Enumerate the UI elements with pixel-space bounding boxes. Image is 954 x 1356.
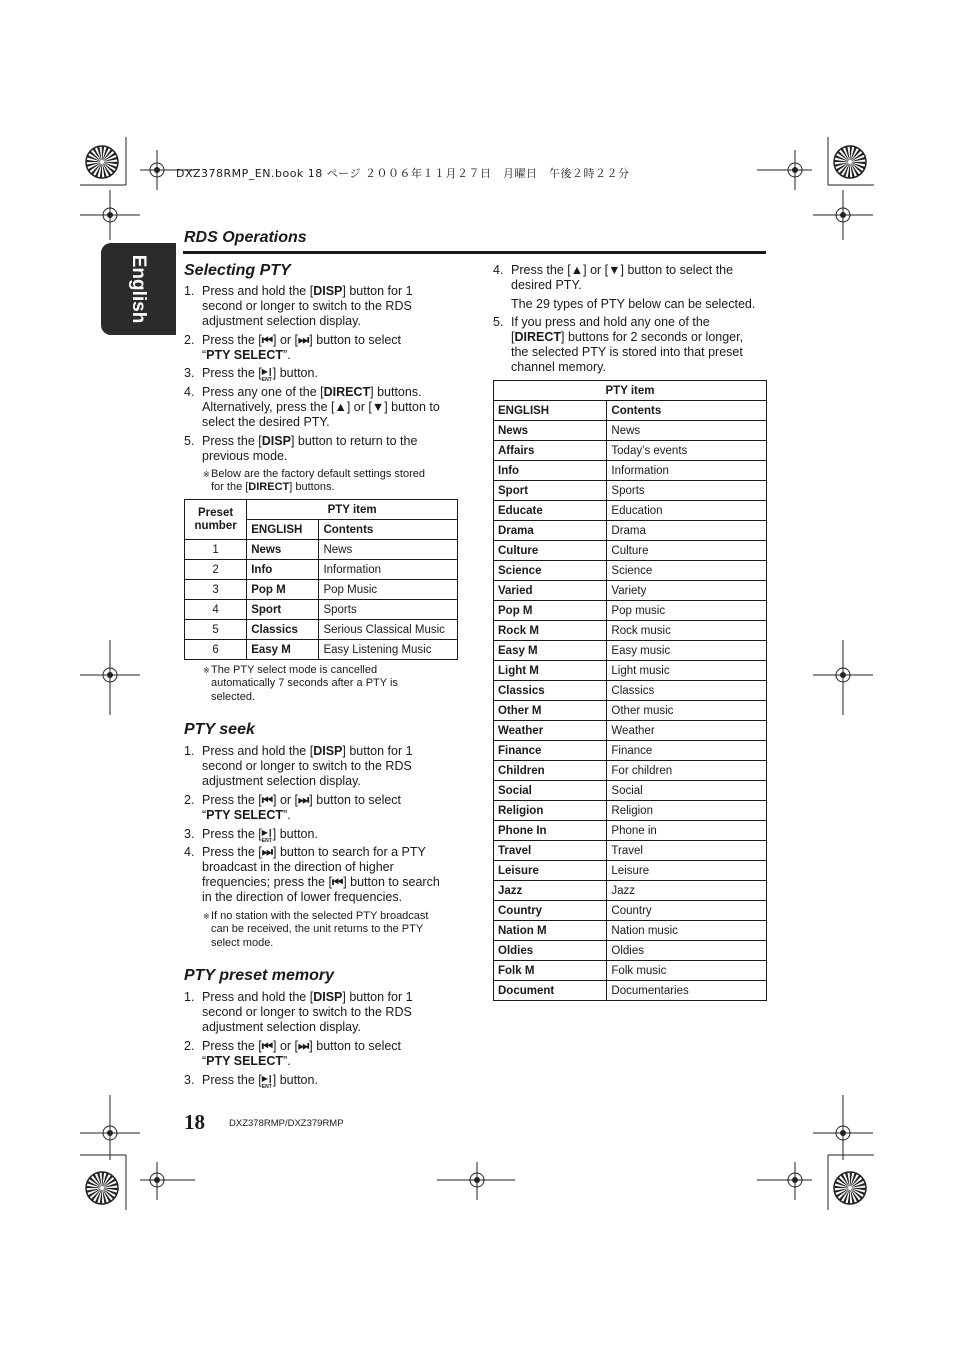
sel-step-4 <box>184 385 464 430</box>
pty-english: Drama <box>494 521 607 541</box>
direct-key: DIRECT <box>514 330 562 344</box>
preset-number-header: Preset number <box>185 500 247 540</box>
table-row <box>185 560 458 580</box>
prev-track-icon: ⏮ <box>261 333 274 347</box>
pty-english: Pop M <box>494 601 607 621</box>
pty-item-header: PTY item <box>247 500 458 520</box>
text: ] button. <box>272 366 318 380</box>
pty-english: News <box>247 540 319 560</box>
note-cancel <box>203 664 463 706</box>
note-symbol-icon: ※ <box>203 912 210 921</box>
pty-contents: Social <box>607 781 767 801</box>
heading-selecting-pty: Selecting PTY <box>184 262 291 279</box>
pty-english: Finance <box>494 741 607 761</box>
step-text <box>511 263 733 293</box>
text: ] button for 1 second or longer to switch to the RDS adjustment selection display. <box>202 744 413 788</box>
table-row <box>494 701 767 721</box>
pty-contents: For children <box>607 761 767 781</box>
text: ] button to select <box>309 793 402 807</box>
text: ] button. <box>272 1073 318 1087</box>
next-track-icon: ⏭ <box>298 1039 310 1053</box>
pty-contents: Education <box>607 501 767 521</box>
disp-key: DISP <box>313 284 343 298</box>
step-number: 5. <box>493 315 504 329</box>
pty-contents: Finance <box>607 741 767 761</box>
seek-step-4 <box>184 845 464 905</box>
mem-step-1 <box>184 990 464 1035</box>
pty-contents: Other music <box>607 701 767 721</box>
step-number: 4. <box>184 385 195 399</box>
pty-english: Varied <box>494 581 607 601</box>
heading-pty-seek: PTY seek <box>184 721 255 738</box>
text: [ <box>511 330 515 344</box>
model-number: DXZ378RMP/DXZ379RMP <box>229 1118 344 1129</box>
text: ] button to search for a PTY <box>273 845 426 859</box>
table-row <box>494 881 767 901</box>
pty-contents: Nation music <box>607 921 767 941</box>
pty-english: Folk M <box>494 961 607 981</box>
sel-step-5 <box>184 434 464 464</box>
pty-contents: Light music <box>607 661 767 681</box>
step-text <box>202 990 413 1035</box>
text: ] buttons for 2 seconds or longer, the selected PTY is stored into that preset channel memory. <box>511 330 744 374</box>
note-symbol-icon: ※ <box>203 666 210 675</box>
step-text <box>202 434 417 464</box>
pty-contents: Pop music <box>607 601 767 621</box>
text: Press the [ <box>202 845 262 859</box>
pty-contents: Easy music <box>607 641 767 661</box>
play-pause-enter-icon <box>262 1073 273 1086</box>
pty-contents: Weather <box>607 721 767 741</box>
pty-contents: Science <box>607 561 767 581</box>
right-step-5 <box>493 315 773 375</box>
text: ] or [ <box>273 333 299 347</box>
text: Press the [ <box>202 333 262 347</box>
table-row <box>494 981 767 1001</box>
pty-types-table <box>493 380 767 1001</box>
table-row <box>494 941 767 961</box>
english-header: ENGLISH <box>247 520 319 540</box>
text: ] button to select <box>309 333 402 347</box>
heading-pty-preset-memory: PTY preset memory <box>184 967 334 984</box>
pty-contents: Country <box>607 901 767 921</box>
text: ] button to search <box>343 875 440 889</box>
down-arrow-icon: ▼ <box>608 263 621 277</box>
mem-step-2 <box>184 1039 464 1069</box>
language-tab-label: English <box>128 254 149 324</box>
table-row <box>494 521 767 541</box>
pty-english: Phone In <box>494 821 607 841</box>
table-row <box>494 441 767 461</box>
text: “ <box>202 808 207 822</box>
seek-step-1 <box>184 744 464 789</box>
text: If you press and hold any one of the <box>511 315 710 329</box>
text: “ <box>202 1054 207 1068</box>
seek-step-2 <box>184 793 464 823</box>
step-text <box>202 366 318 381</box>
table-row <box>494 541 767 561</box>
text: in the direction of lower frequencies. <box>202 890 403 904</box>
up-arrow-icon: ▲ <box>334 400 347 414</box>
step-text <box>202 284 413 329</box>
language-tab <box>101 243 176 335</box>
table-row <box>494 581 767 601</box>
pty-english: Info <box>247 560 319 580</box>
section-title: RDS Operations <box>184 229 307 246</box>
pty-contents: Drama <box>607 521 767 541</box>
table-row <box>185 620 458 640</box>
note-symbol-icon: ※ <box>203 470 210 479</box>
step-number: 2. <box>184 793 195 807</box>
sel-step-3 <box>184 366 464 381</box>
play-pause-enter-icon <box>262 366 273 379</box>
step-number: 1. <box>184 284 195 298</box>
table-row <box>185 540 458 560</box>
note-text: The PTY select mode is cancelled automatically 7 seconds after a PTY is selected. <box>211 664 398 703</box>
table-row <box>494 461 767 481</box>
step-number: 4. <box>184 845 195 859</box>
text: Press and hold the [ <box>202 990 314 1004</box>
pty-contents: Phone in <box>607 821 767 841</box>
text: ] or [ <box>273 1039 299 1053</box>
step-text <box>202 1039 401 1069</box>
text: desired PTY. <box>511 278 582 292</box>
right-step-4 <box>493 263 773 293</box>
preset-number: 6 <box>185 640 247 660</box>
pty-english: Other M <box>494 701 607 721</box>
up-arrow-icon: ▲ <box>570 263 584 277</box>
prev-track-icon: ⏮ <box>261 793 274 807</box>
text: ] button for 1 second or longer to switch to the RDS adjustment selection display. <box>202 990 413 1034</box>
preset-number: 3 <box>185 580 247 600</box>
preset-table <box>184 499 458 660</box>
table-row <box>494 561 767 581</box>
pty-contents: Folk music <box>607 961 767 981</box>
text: ”. <box>283 348 291 362</box>
text: Press the [ <box>202 793 262 807</box>
pty-contents: Oldies <box>607 941 767 961</box>
section-rule <box>183 251 766 254</box>
text: ] button for 1 second or longer to switch to the RDS adjustment selection display. <box>202 284 413 328</box>
pty-contents: Today’s events <box>607 441 767 461</box>
step-number: 3. <box>184 366 195 380</box>
step-text <box>202 744 413 789</box>
step-text <box>202 845 440 905</box>
table-row <box>185 640 458 660</box>
pty-contents: Serious Classical Music <box>319 620 458 640</box>
pty-contents: News <box>607 421 767 441</box>
pty-contents: Leisure <box>607 861 767 881</box>
down-arrow-icon: ▼ <box>371 400 385 414</box>
table-row <box>494 901 767 921</box>
pty-english: Jazz <box>494 881 607 901</box>
table-row <box>494 921 767 941</box>
pty-contents: Information <box>319 560 458 580</box>
pty-english: Rock M <box>494 621 607 641</box>
pty-english: Leisure <box>494 861 607 881</box>
pty-english: Easy M <box>494 641 607 661</box>
text: Press the [ <box>202 434 262 448</box>
file-header: DXZ378RMP_EN.book 18 ページ ２００６年１１月２７日 月曜日 午後２時２２分 <box>176 167 630 180</box>
pty-english: Pop M <box>247 580 319 600</box>
pty-english: Affairs <box>494 441 607 461</box>
table-row <box>494 781 767 801</box>
pty-english: Culture <box>494 541 607 561</box>
pty-contents: Jazz <box>607 881 767 901</box>
table-row <box>494 741 767 761</box>
table-row <box>494 641 767 661</box>
pty-item-header: PTY item <box>494 381 767 401</box>
pty-english: Classics <box>247 620 319 640</box>
pty-english: Classics <box>494 681 607 701</box>
disp-key: DISP <box>313 744 343 758</box>
preset-number: 1 <box>185 540 247 560</box>
table-row <box>494 861 767 881</box>
table-row <box>494 621 767 641</box>
table-row <box>494 761 767 781</box>
text: ] button to <box>384 400 440 414</box>
disp-key: DISP <box>313 990 343 1004</box>
prev-track-icon: ⏮ <box>331 875 344 889</box>
pty-english: Sport <box>247 600 319 620</box>
table-row <box>494 961 767 981</box>
table-row <box>494 681 767 701</box>
table-row <box>494 801 767 821</box>
text: Press the [ <box>202 1073 262 1087</box>
preset-number: 4 <box>185 600 247 620</box>
english-header: ENGLISH <box>494 401 607 421</box>
pty-contents: Rock music <box>607 621 767 641</box>
table-row <box>494 821 767 841</box>
text: “ <box>202 348 207 362</box>
pty-english: Science <box>494 561 607 581</box>
pty-contents: Pop Music <box>319 580 458 600</box>
table-row <box>494 841 767 861</box>
pty-types-paragraph: The 29 types of PTY below can be selected. <box>511 297 756 311</box>
text: Press the [ <box>202 1039 262 1053</box>
mem-step-3 <box>184 1073 464 1088</box>
step-text <box>202 793 401 823</box>
text: Press and hold the [ <box>202 284 314 298</box>
note-text <box>211 468 425 495</box>
step-number: 2. <box>184 1039 195 1053</box>
table-row <box>494 661 767 681</box>
step-text <box>202 827 318 842</box>
text: frequencies; press the [ <box>202 875 332 889</box>
pty-english: Travel <box>494 841 607 861</box>
text: ] buttons. <box>370 385 422 399</box>
pty-english: Oldies <box>494 941 607 961</box>
pty-english: News <box>494 421 607 441</box>
text: select the desired PTY. <box>202 415 330 429</box>
text: ] or [ <box>346 400 372 414</box>
preset-number: 5 <box>185 620 247 640</box>
table-row <box>494 721 767 741</box>
text: ] or [ <box>273 793 299 807</box>
note-no-station <box>203 910 463 952</box>
step-text <box>511 315 743 375</box>
step-number: 5. <box>184 434 195 448</box>
step-number: 3. <box>184 827 195 841</box>
text: ] button to select the <box>620 263 734 277</box>
pty-english: Sport <box>494 481 607 501</box>
disp-key: DISP <box>261 434 291 448</box>
preset-number: 2 <box>185 560 247 580</box>
seek-step-3 <box>184 827 464 842</box>
direct-key: DIRECT <box>323 385 371 399</box>
pty-contents: Easy Listening Music <box>319 640 458 660</box>
play-pause-enter-icon <box>262 827 273 840</box>
pty-contents: Religion <box>607 801 767 821</box>
pty-select-key: PTY SELECT <box>206 808 284 822</box>
text: ] button. <box>272 827 318 841</box>
pty-contents: Classics <box>607 681 767 701</box>
direct-key: DIRECT <box>248 481 290 494</box>
text: Press any one of the [ <box>202 385 324 399</box>
pty-select-key: PTY SELECT <box>206 348 284 362</box>
pty-english: Social <box>494 781 607 801</box>
table-row <box>494 421 767 441</box>
note-factory-defaults <box>203 468 463 496</box>
pty-contents: Documentaries <box>607 981 767 1001</box>
step-number: 3. <box>184 1073 195 1087</box>
pty-contents: Sports <box>607 481 767 501</box>
text: ] button to return to the previous mode. <box>202 434 418 463</box>
pty-english: Info <box>494 461 607 481</box>
note-text: If no station with the selected PTY broadcast can be received, the unit returns to the PTY select mode. <box>211 910 429 949</box>
pty-english: Country <box>494 901 607 921</box>
pty-english: Children <box>494 761 607 781</box>
table-row <box>185 580 458 600</box>
text: Press the [ <box>202 827 262 841</box>
text: Below are the factory default settings stored for the [ <box>211 468 426 494</box>
contents-header: Contents <box>319 520 458 540</box>
step-text <box>202 1073 318 1088</box>
table-row <box>185 600 458 620</box>
step-text <box>202 333 401 363</box>
pty-english: Light M <box>494 661 607 681</box>
table-row <box>494 601 767 621</box>
sel-step-1 <box>184 284 464 329</box>
pty-english: Religion <box>494 801 607 821</box>
pty-english: Nation M <box>494 921 607 941</box>
pty-contents: Sports <box>319 600 458 620</box>
table-row <box>494 501 767 521</box>
text: ”. <box>283 1054 291 1068</box>
prev-track-icon: ⏮ <box>261 1039 274 1053</box>
step-number: 1. <box>184 990 195 1004</box>
pty-contents: News <box>319 540 458 560</box>
text: broadcast in the direction of higher <box>202 860 394 874</box>
text: ] button to select <box>309 1039 402 1053</box>
text: ] or [ <box>583 263 609 277</box>
text: Press the [ <box>202 366 262 380</box>
next-track-icon: ⏭ <box>298 793 310 807</box>
pty-contents: Information <box>607 461 767 481</box>
step-number: 2. <box>184 333 195 347</box>
pty-contents: Culture <box>607 541 767 561</box>
step-number: 4. <box>493 263 504 277</box>
pty-english: Educate <box>494 501 607 521</box>
table-row <box>494 481 767 501</box>
pty-english: Document <box>494 981 607 1001</box>
text: ] buttons. <box>289 481 335 494</box>
text: ”. <box>283 808 291 822</box>
pty-contents: Variety <box>607 581 767 601</box>
text: Press and hold the [ <box>202 744 314 758</box>
pty-contents: Travel <box>607 841 767 861</box>
text: Alternatively, press the [ <box>202 400 335 414</box>
contents-header: Contents <box>607 401 767 421</box>
next-track-icon: ⏭ <box>261 845 274 859</box>
step-text <box>202 385 440 430</box>
pty-english: Easy M <box>247 640 319 660</box>
step-number: 1. <box>184 744 195 758</box>
page-number: 18 <box>184 1110 205 1134</box>
next-track-icon: ⏭ <box>298 333 310 347</box>
pty-select-key: PTY SELECT <box>206 1054 284 1068</box>
text: Press the [ <box>511 263 571 277</box>
sel-step-2 <box>184 333 464 363</box>
pty-english: Weather <box>494 721 607 741</box>
